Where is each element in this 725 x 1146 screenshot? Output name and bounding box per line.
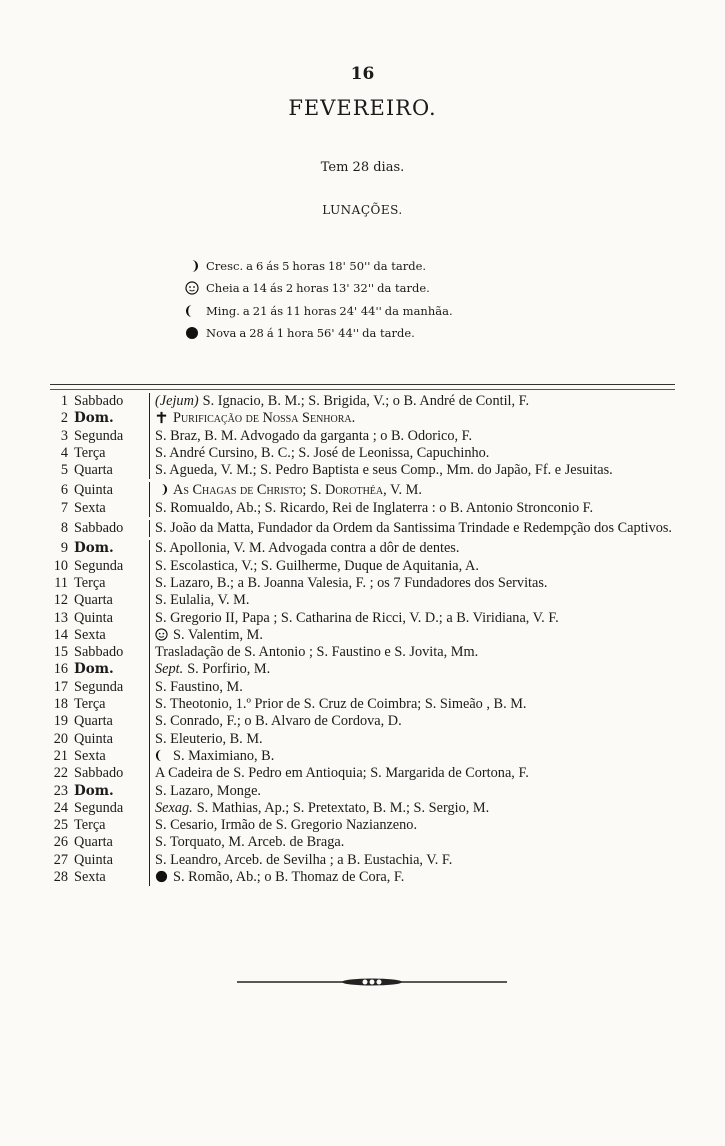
saints-entry (150, 482, 680, 499)
saints-text: As Chagas de Christo; S. Dorothéa, V. M. (173, 482, 422, 499)
saints-text: Purificação de Nossa Senhora. (173, 410, 356, 427)
day-number: 8 (60, 520, 68, 537)
lunation-minsec: 56' 44'' (316, 326, 360, 341)
weekday: Terça (68, 445, 150, 462)
saints-entry (150, 817, 680, 834)
weekday: Quinta (68, 610, 150, 627)
weekday: Dom. (68, 410, 150, 427)
day-number: 3 (60, 427, 68, 444)
saints-entry (150, 679, 680, 696)
saints-entry (150, 713, 680, 730)
calendar-row (50, 713, 680, 730)
day-number: 20 (53, 730, 68, 747)
weekday: Terça (68, 696, 150, 713)
calendar-row (50, 558, 680, 575)
saints-text: S. Escolastica, V.; S. Guilherme, Duque de Aquitania, A. (155, 557, 479, 574)
weekday: Sabbado (68, 765, 150, 782)
calendar-row (50, 610, 680, 627)
moon-crescent-icon (155, 483, 168, 496)
calendar-row (50, 731, 680, 748)
liturgical-note: Sept. (155, 661, 184, 678)
day-number: 6 (60, 482, 68, 499)
day-number: 5 (60, 462, 68, 479)
lunation-phase: Ming. (206, 303, 240, 318)
saints-text: S. Eleuterio, B. M. (155, 730, 263, 747)
day-number: 17 (53, 678, 68, 695)
calendar-row (50, 520, 680, 537)
lunation-phase: Nova (206, 326, 237, 341)
saints-text: S. Romão, Ab.; o B. Thomaz de Cora, F. (173, 869, 405, 886)
saints-text: S. Gregorio II, Papa ; S. Catharina de Ricci, V. D.; a B. Viridiana, V. F. (155, 609, 559, 626)
saints-text: S. Ignacio, B. M.; S. Brigida, V.; o B. André de Contil, F. (202, 393, 530, 409)
day-number: 4 (60, 444, 68, 461)
saints-entry (150, 592, 680, 609)
lunation-prep: ás (266, 259, 280, 274)
saints-text: S. Romualdo, Ab.; S. Ricardo, Rei de Inglaterra : o B. Antonio Stronconio F. (155, 499, 594, 516)
saints-text: S. Agueda, V. M.; S. Pedro Baptista e seus Comp., Mm. do Japão, Ff. e Jesuitas. (155, 462, 613, 479)
day-number: 9 (60, 540, 68, 557)
weekday: Quarta (68, 834, 150, 851)
day-number: 28 (53, 869, 68, 886)
lunation-unit: hora (287, 326, 314, 341)
lunation-a: a (239, 326, 247, 341)
lunation-prep: ás (270, 303, 284, 318)
weekday: Quinta (68, 731, 150, 748)
lunation-period: da manhãa. (384, 303, 453, 318)
day-number: 26 (53, 834, 68, 851)
calendar-row (50, 679, 680, 696)
saints-entry (150, 834, 680, 851)
cross-icon (155, 411, 168, 424)
saints-entry (150, 393, 680, 410)
weekday: Segunda (68, 428, 150, 445)
lunations-heading: LUNAÇÕES. (322, 203, 403, 217)
calendar-row (50, 748, 680, 765)
weekday: Sabbado (68, 393, 150, 410)
weekday: Segunda (68, 679, 150, 696)
moon-crescent-icon (185, 259, 199, 273)
calendar-row (50, 661, 680, 678)
saints-text: S. João da Matta, Fundador da Ordem da Santissima Trindade e Redempção dos Captivos. (155, 520, 672, 537)
day-number: 14 (53, 626, 68, 643)
saints-text: S. Leandro, Arceb. de Sevilha ; a B. Eustachia, V. F. (155, 851, 453, 868)
calendar-row (50, 644, 680, 661)
saints-text: S. Mathias, Ap.; S. Pretextato, B. M.; S. Sergio, M. (196, 799, 490, 816)
weekday: Sabbado (68, 644, 150, 661)
calendar-row (50, 869, 680, 886)
lunation-prep: ás (270, 281, 283, 296)
day-number: 11 (54, 574, 68, 591)
lunation-minsec: 24' 44'' (339, 303, 382, 318)
weekday: Segunda (68, 800, 150, 817)
moon-new-icon (185, 326, 199, 340)
lunation-day: 14 (252, 281, 268, 296)
saints-text: S. Lazaro, Monge. (155, 782, 262, 799)
weekday: Sabbado (68, 520, 150, 537)
liturgical-note: Sexag. (155, 799, 193, 816)
weekday: Dom. (68, 540, 150, 557)
saints-text: S. Theotonio, 1.º Prior de S. Cruz de Coimbra; S. Simeão , B. M. (155, 696, 527, 713)
calendar-row (50, 627, 680, 644)
page-number: 16 (350, 64, 375, 84)
saints-text: A Cadeira de S. Pedro em Antioquia; S. Margarida de Cortona, F. (155, 765, 529, 782)
weekday: Dom. (68, 661, 150, 678)
lunation-hour: 1 (276, 326, 285, 341)
lunation-hour: 11 (286, 303, 301, 318)
day-number: 23 (53, 782, 68, 799)
lunation-row (185, 277, 456, 299)
day-number: 15 (53, 644, 68, 661)
saints-text: S. Valentim, M. (173, 626, 263, 643)
day-number: 7 (60, 499, 68, 516)
calendar-row (50, 817, 680, 834)
day-number: 12 (53, 592, 68, 609)
lunation-a: a (246, 259, 253, 274)
day-number: 27 (53, 851, 68, 868)
saints-entry (150, 500, 680, 517)
lunation-minsec: 18' 50'' (327, 259, 371, 274)
lunation-a: a (242, 303, 250, 318)
saints-entry (150, 627, 680, 644)
moon-waning-icon (185, 304, 199, 318)
saints-entry (150, 410, 680, 427)
calendar-row (50, 575, 680, 592)
calendar-row (50, 428, 680, 445)
lunation-phase: Cresc. (206, 259, 244, 274)
saints-entry (150, 575, 680, 592)
saints-entry (150, 540, 680, 557)
lunation-unit: horas (292, 259, 325, 274)
top-rule (50, 384, 675, 385)
lunation-minsec: 13' 32'' (331, 281, 375, 296)
calendar-row (50, 852, 680, 869)
weekday: Sexta (68, 748, 150, 765)
saints-entry (150, 800, 680, 817)
weekday: Segunda (68, 558, 150, 575)
saints-text: S. Torquato, M. Arceb. de Braga. (155, 834, 345, 851)
lunation-prep: á (266, 326, 274, 341)
lunation-row (185, 300, 456, 322)
weekday: Quarta (68, 713, 150, 730)
weekday: Sexta (68, 869, 150, 886)
weekday: Sexta (68, 500, 150, 517)
day-number: 22 (53, 765, 68, 782)
lunation-row (185, 255, 456, 277)
lunation-period: da tarde. (362, 326, 415, 341)
weekday: Terça (68, 817, 150, 834)
calendar-row (50, 482, 680, 499)
saints-entry (150, 731, 680, 748)
saints-text: S. Conrado, F.; o B. Alvaro de Cordova, D. (155, 713, 402, 730)
liturgical-note: (Jejum) (155, 393, 199, 409)
weekday: Quinta (68, 852, 150, 869)
weekday: Dom. (68, 783, 150, 800)
moon-full-icon (155, 628, 168, 641)
lunation-period: da tarde. (377, 281, 430, 296)
day-number: 1 (60, 393, 68, 409)
calendar-row (50, 410, 680, 427)
day-number: 2 (60, 410, 68, 427)
saints-entry (150, 558, 680, 575)
day-number: 10 (53, 557, 68, 574)
lunation-phase: Cheia (206, 281, 240, 296)
calendar-row (50, 445, 680, 462)
saints-text: S. Cesario, Irmão de S. Gregorio Nazianzeno. (155, 817, 418, 834)
saints-entry (150, 520, 680, 537)
days-count: Tem 28 dias. (320, 160, 405, 175)
lunations-list (185, 255, 456, 344)
saints-entry (150, 644, 680, 661)
saints-entry (150, 610, 680, 627)
lunation-period: da tarde. (373, 259, 427, 274)
calendar-row (50, 800, 680, 817)
weekday: Sexta (68, 627, 150, 644)
day-number: 19 (53, 713, 68, 730)
day-number: 18 (53, 696, 68, 713)
saints-entry (150, 869, 680, 886)
page-title: FEVEREIRO. (288, 96, 437, 120)
saints-entry (150, 428, 680, 445)
calendar-row (50, 696, 680, 713)
saints-entry (150, 462, 680, 479)
saints-entry (150, 696, 680, 713)
moon-full-icon (185, 281, 199, 295)
day-number: 16 (53, 661, 68, 678)
saints-entry (150, 748, 680, 765)
moon-new-icon (155, 870, 168, 883)
weekday: Quinta (68, 482, 150, 499)
saints-entry (150, 661, 680, 678)
calendar-row (50, 540, 680, 557)
saints-text: S. Eulalia, V. M. (155, 592, 250, 609)
saints-text: S. Lazaro, B.; a B. Joanna Valesia, F. ; os 7 Fundadores dos Servitas. (155, 574, 548, 591)
weekday: Quarta (68, 462, 150, 479)
calendar-row (50, 462, 680, 479)
lunation-a: a (242, 281, 250, 296)
lunation-unit: horas (303, 303, 337, 318)
weekday: Quarta (68, 592, 150, 609)
lunation-day: 21 (252, 303, 268, 318)
day-number: 24 (53, 799, 68, 816)
day-number: 21 (53, 747, 68, 764)
calendar-row (50, 834, 680, 851)
saints-entry (150, 783, 680, 800)
saints-entry (150, 765, 680, 782)
calendar-table (50, 393, 680, 886)
lunation-unit: horas (296, 281, 329, 296)
calendar-row (50, 783, 680, 800)
saints-text: S. Apollonia, V. M. Advogada contra a dôr de dentes. (155, 540, 460, 557)
lunation-hour: 5 (282, 259, 290, 274)
ornament-divider (237, 976, 507, 988)
saints-text: Trasladação de S. Antonio ; S. Faustino e S. Jovita, Mm. (155, 644, 479, 661)
calendar-row (50, 592, 680, 609)
saints-text: S. André Cursino, B. C.; S. José de Leonissa, Capuchinho. (155, 444, 490, 461)
saints-text: S. Braz, B. M. Advogado da garganta ; o B. Odorico, F. (155, 427, 473, 444)
lunation-row (185, 322, 456, 344)
lunation-day: 6 (255, 259, 264, 274)
day-number: 25 (53, 817, 68, 834)
saints-text: S. Maximiano, B. (173, 747, 275, 764)
lunation-day: 28 (249, 326, 264, 341)
calendar-row (50, 765, 680, 782)
day-number: 13 (53, 609, 68, 626)
moon-waning-icon (155, 749, 168, 762)
saints-entry (150, 852, 680, 869)
calendar-row (50, 393, 680, 410)
calendar-row (50, 500, 680, 517)
saints-text: S. Porfirio, M. (187, 661, 271, 678)
saints-text: S. Faustino, M. (155, 678, 243, 695)
lunation-hour: 2 (285, 281, 294, 296)
weekday: Terça (68, 575, 150, 592)
top-rule-thin (50, 389, 675, 390)
saints-entry (150, 445, 680, 462)
